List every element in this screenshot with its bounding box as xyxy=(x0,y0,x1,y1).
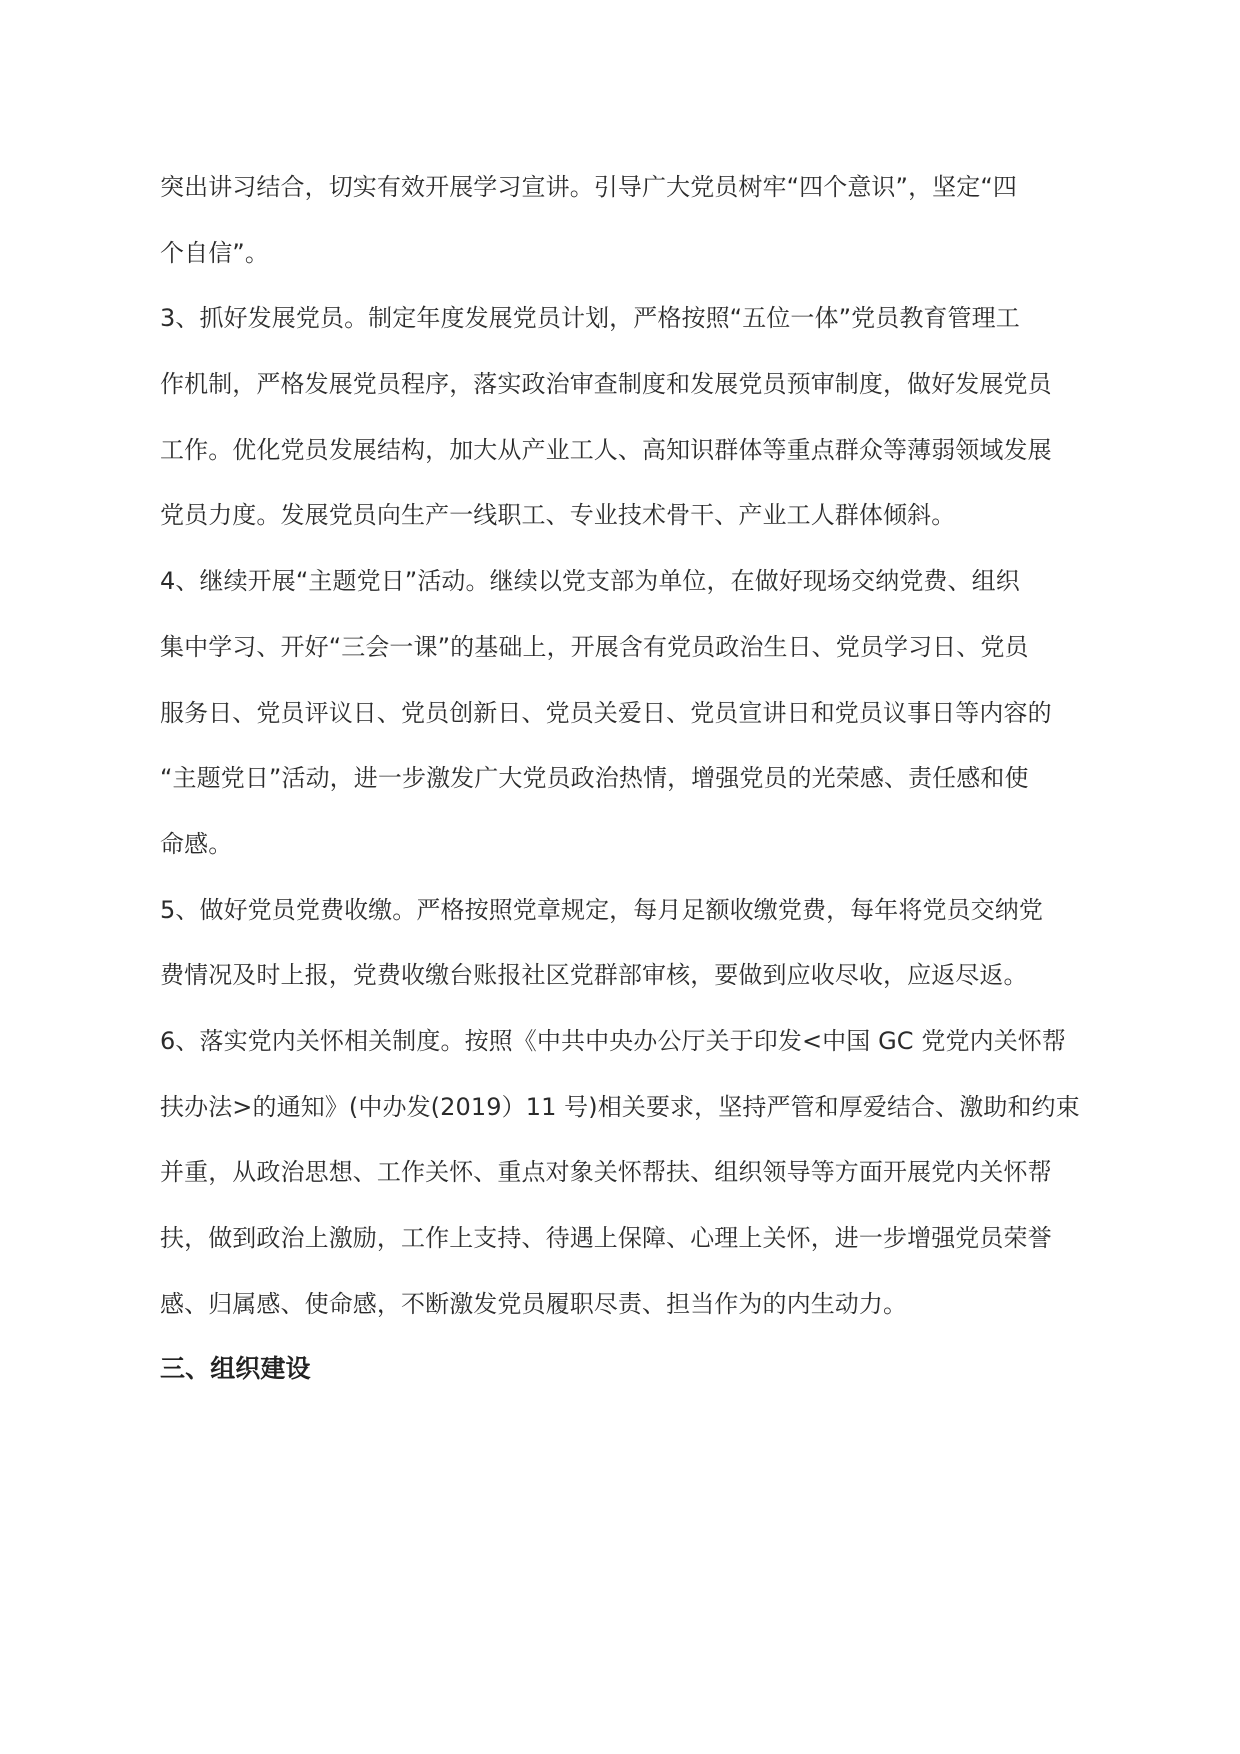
paragraph-line: 5、做好党员党费收缴。严格按照党章规定，每月足额收缴党费，每年将党员交纳党 xyxy=(160,895,1043,924)
paragraph-line: 6、落实党内关怀相关制度。按照《中共中央办公厅关于印发<中国 GC 党党内关怀帮 xyxy=(160,1026,1066,1055)
paragraph-line: 命感。 xyxy=(160,829,233,858)
paragraph-line: 突出讲习结合，切实有效开展学习宣讲。引导广大党员树牢“四个意识”，坚定“四 xyxy=(160,173,1017,201)
paragraph-line: 扶办法>的通知》(中办发(2019）11 号)相关要求，坚持严管和厚爱结合、激助和约束 xyxy=(160,1092,1080,1121)
paragraph-line: 作机制，严格发展党员程序，落实政治审查制度和发展党员预审制度，做好发展党员 xyxy=(160,370,1052,399)
paragraph-line: 工作。优化党员发展结构，加大从产业工人、高知识群体等重点群众等薄弱领域发展 xyxy=(160,435,1052,464)
paragraph-line: 费情况及时上报，党费收缴台账报社区党群部审核，要做到应收尽收，应返尽返。 xyxy=(160,961,1028,990)
paragraph-line: 个自信”。 xyxy=(160,238,269,267)
paragraph-line: 并重，从政治思想、工作关怀、重点对象关怀帮扶、组织领导等方面开展党内关怀帮 xyxy=(160,1158,1052,1187)
paragraph-line: “主题党日”活动，进一步激发广大党员政治热情，增强党员的光荣感、责任感和使 xyxy=(160,764,1029,793)
paragraph-line: 集中学习、开好“三会一课”的基础上，开展含有党员政治生日、党员学习日、党员 xyxy=(160,632,1029,661)
section-heading: 三、组织建设 xyxy=(160,1354,311,1384)
paragraph-line: 党员力度。发展党员向生产一线职工、专业技术骨干、产业工人群体倾斜。 xyxy=(160,501,956,530)
paragraph-line: 3、抓好发展党员。制定年度发展党员计划，严格按照“五位一体”党员教育管理工 xyxy=(160,304,1020,333)
paragraph-line: 服务日、党员评议日、党员创新日、党员关爱日、党员宣讲日和党员议事日等内容的 xyxy=(160,698,1052,727)
paragraph-line: 扶，做到政治上激励，工作上支持、待遇上保障、心理上关怀，进一步增强党员荣誉 xyxy=(160,1224,1052,1252)
paragraph-line: 4、继续开展“主题党日”活动。继续以党支部为单位，在做好现场交纳党费、组织 xyxy=(160,567,1020,596)
paragraph-line: 感、归属感、使命感，不断激发党员履职尽责、担当作为的内生动力。 xyxy=(160,1289,908,1318)
document-body xyxy=(160,172,1090,1420)
